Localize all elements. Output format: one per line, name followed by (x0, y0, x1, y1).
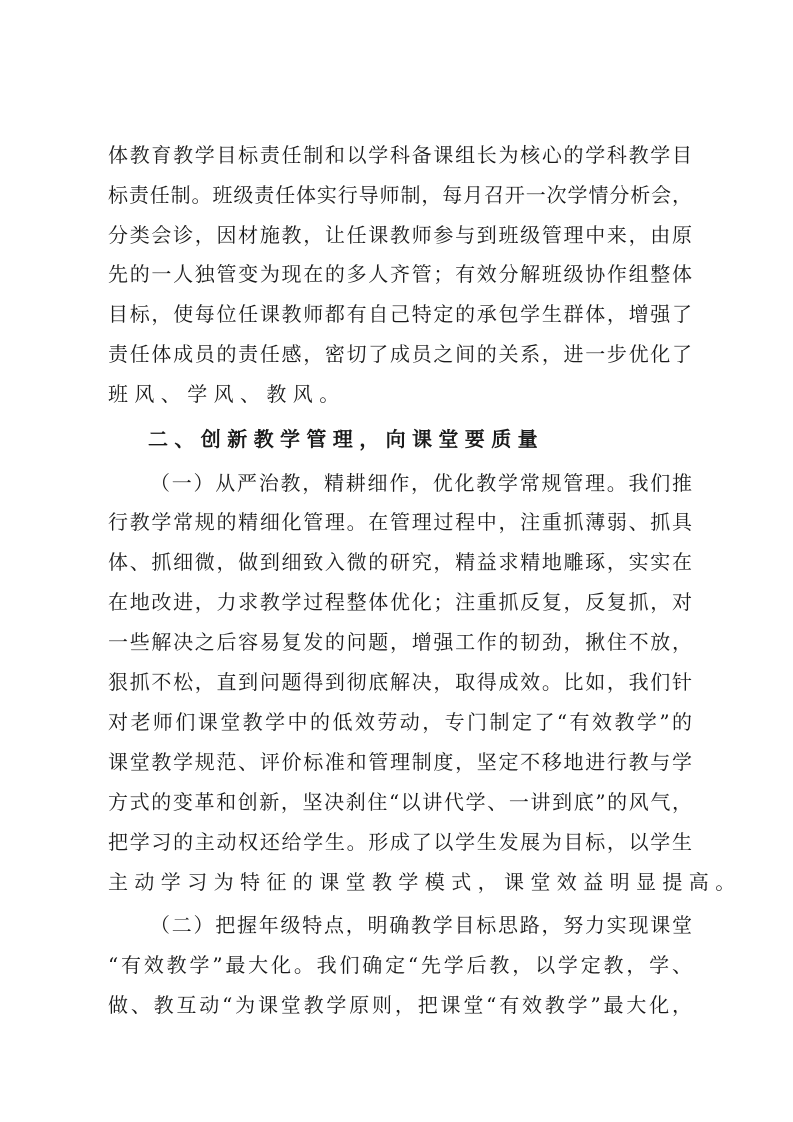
text-line: 对老师们课堂教学中的低效劳动，专门制定了“有效教学”的 (108, 710, 692, 734)
text-line: 在地改进，力求教学过程整体优化；注重抓反复，反复抓，对 (108, 590, 692, 614)
text-line: 体、抓细微，做到细致入微的研究，精益求精地雕琢，实实在 (108, 550, 692, 574)
text-line: 分类会诊，因材施教，让任课教师参与到班级管理中来，由原 (108, 223, 692, 247)
text-line: （二）把握年级特点，明确教学目标思路，努力实现课堂 (150, 913, 692, 937)
text-line: 责任体成员的责任感，密切了成员之间的关系，进一步优化了 (108, 342, 692, 366)
text-line: 一些解决之后容易复发的问题，增强工作的韧劲，揪住不放， (108, 630, 692, 654)
text-line: （一）从严治教，精耕细作，优化教学常规管理。我们推 (150, 471, 692, 495)
text-line: 先的一人独管变为现在的多人齐管；有效分解班级协作组整体 (108, 262, 692, 286)
section-heading: 二、创新教学管理，向课堂要质量 (148, 427, 544, 451)
text-line: 课堂教学规范、评价标准和管理制度，坚定不移地进行教与学 (108, 750, 692, 774)
text-line: 方式的变革和创新，坚决刹住“以讲代学、一讲到底”的风气， (108, 790, 692, 814)
text-line: “有效教学”最大化。我们确定“先学后教，以学定教，学、 (108, 953, 692, 977)
text-line: 目标，使每位任课教师都有自己特定的承包学生群体，增强了 (108, 302, 692, 326)
text-line: 体教育教学目标责任制和以学科备课组长为核心的学科教学目 (108, 143, 692, 167)
text-line: 班风、学风、教风。 (108, 382, 346, 406)
text-line: 标责任制。班级责任体实行导师制，每月召开一次学情分析会， (108, 183, 692, 207)
text-line: 狠抓不松，直到问题得到彻底解决，取得成效。比如，我们针 (108, 670, 692, 694)
text-line: 行教学常规的精细化管理。在管理过程中，注重抓薄弱、抓具 (108, 510, 692, 534)
text-line: 主动学习为特征的课堂教学模式，课堂效益明显提高。 (108, 870, 742, 894)
text-line: 把学习的主动权还给学生。形成了以学生发展为目标，以学生 (108, 830, 692, 854)
text-line: 做、教互动“为课堂教学原则，把课堂“有效教学”最大化， (108, 993, 692, 1017)
